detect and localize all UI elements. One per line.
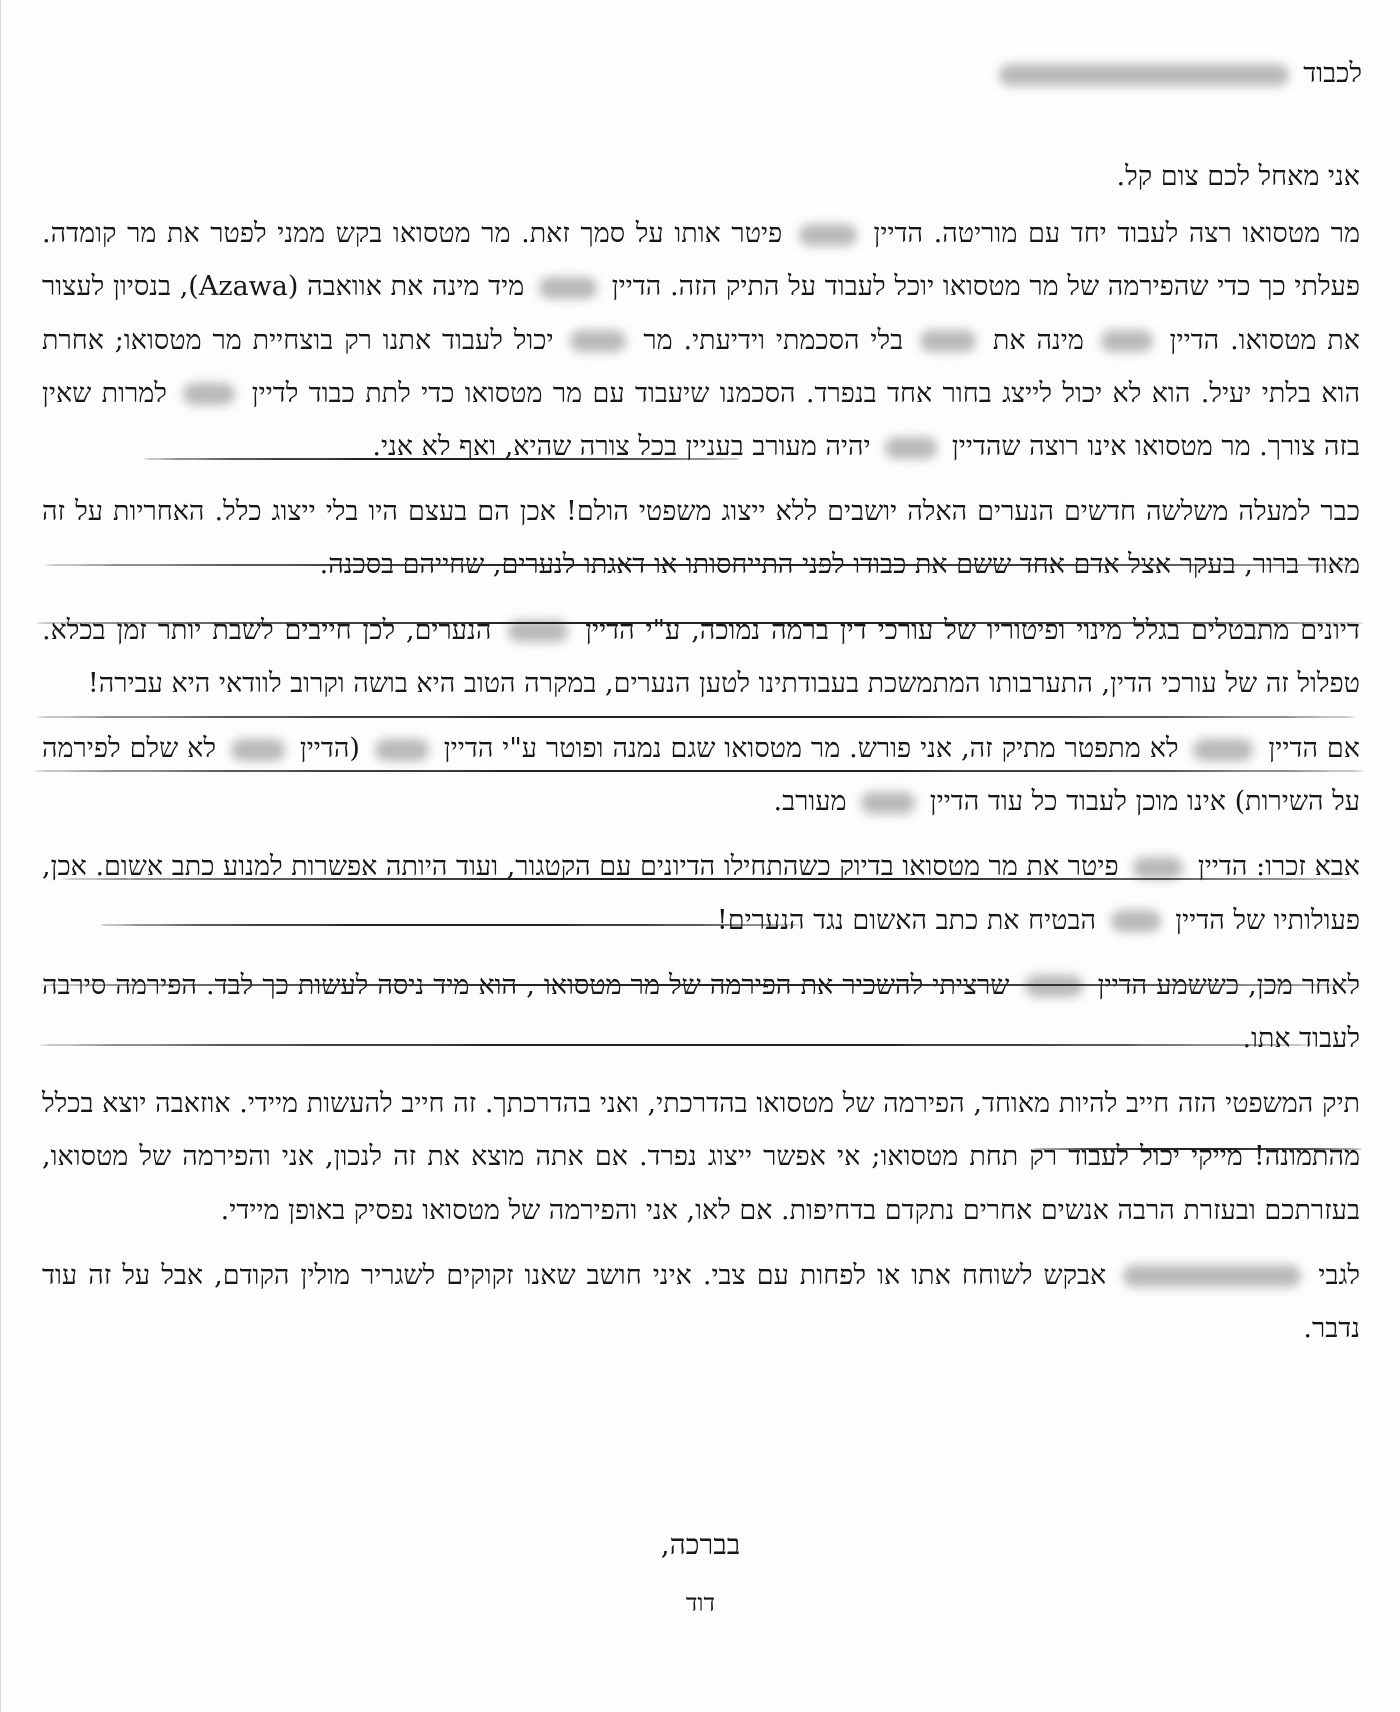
- paragraph-text: אני מאחל לכם צום קל.: [1116, 161, 1360, 192]
- handwritten-underline: [40, 984, 1360, 986]
- redacted-name: [861, 792, 915, 814]
- redacted-name: [1123, 1265, 1301, 1287]
- paragraph-7: [42, 959, 1360, 1065]
- paragraph-text: מר מטסואו רצה לעבוד יחד עם מוריטה. הדיין: [873, 218, 1360, 250]
- paragraph-text: (הדיין: [299, 733, 360, 765]
- paragraph-text: פיטר את מר מטסואו בדיוק כשהתחילו הדיונים עם הקטגור, ועוד היותה אפשרות למנוע כתב אשום. אכן, פעולותיו של הדיין: [42, 851, 1360, 936]
- paragraph-text: שרציתי להשכיר את הפירמה של מר מטסואו , הוא מיד ניסה לעשות כך לבד. הפירמה סירבה לעבוד אתו.: [42, 969, 1360, 1055]
- handwritten-underline: [44, 564, 1356, 566]
- handwritten-underline: [144, 458, 740, 460]
- paragraph-text: יהיה מעורב בעניין בכל צורה שהיא, ואף לא אני.: [372, 431, 871, 463]
- redacted-name: [1193, 739, 1253, 761]
- paragraph-1: [42, 150, 1360, 203]
- salutation-text: לכבוד: [1303, 58, 1362, 89]
- redacted-name: [375, 739, 429, 761]
- paragraph-text: פיטר אותו על סמך זאת. מר מטסואו בקש ממני לפטר את מר קומדה. פעלתי כך כדי שהפירמה של מר מטסואו יוכל לעבוד על התיק הזה. הדיין: [42, 218, 1361, 303]
- paragraph-text: אבא זכרו: הדיין: [1197, 851, 1360, 883]
- salutation-line: [993, 58, 1362, 89]
- paragraph-text: הנערים, לכן חייבים לשבת יותר זמן בכלא. טפלול זה של עורכי הדין, התערבותו המתמשכת בעבודתינו לטען הנערים, במקרה הטוב היא בושה וקרוב לוודאי היא עבירה!: [42, 614, 1360, 699]
- paragraph-text: למרות שאין בזה צורך. מר מטסואו אינו רוצה שהדיין: [42, 377, 1360, 463]
- letter-body: [42, 150, 1360, 1359]
- redacted-name: [1111, 910, 1161, 932]
- redacted-name: [539, 277, 597, 299]
- paragraph-8: [42, 1077, 1360, 1237]
- paragraph-text: דיונים מתבטלים בגלל מינוי ופיטוריו של עורכי דין ברמה נמוכה, ע"י הדיין: [585, 614, 1360, 646]
- paragraph-text: מעורב.: [773, 786, 847, 818]
- paragraph-9: [42, 1249, 1360, 1355]
- paragraph-text: לגבי: [1318, 1259, 1360, 1291]
- closing-line: בברכה,: [660, 1528, 741, 1561]
- signature: דוד: [685, 1589, 716, 1617]
- redacted-name: [1101, 330, 1153, 352]
- paragraph-2: [42, 207, 1360, 473]
- redacted-name: [1133, 857, 1183, 879]
- redacted-name: [231, 739, 285, 761]
- paragraph-text: לא מתפטר מתיק זה, אני פורש. מר מטסואו שגם נמנה ופוטר ע"י הדיין: [443, 733, 1179, 765]
- redacted-name: [999, 64, 1289, 86]
- paragraph-text: אבקש לשוחח אתו או לפחות עם צבי. איני חושב שאנו זקוקים לשגריר מולין הקודם, אבל על זה עוד נדבר.: [42, 1259, 1360, 1345]
- handwritten-underline: [34, 770, 1364, 772]
- redacted-name: [1025, 975, 1083, 997]
- paragraph-text: בלי הסכמתי וידיעתי. מר: [643, 324, 904, 356]
- paragraph-text: הבטיח את כתב האשום נגד הנערים!: [716, 904, 1097, 936]
- paragraph-5: [42, 722, 1360, 828]
- redacted-name: [885, 437, 937, 459]
- redacted-name: [183, 383, 235, 405]
- handwritten-underline: [36, 716, 1356, 718]
- redacted-name: [799, 224, 857, 246]
- handwritten-underline: [62, 878, 1352, 880]
- paragraph-text: יכול לעבוד אתנו רק בוצחיית מר מטסואו; אחרת הוא בלתי יעיל. הוא לא יכול לייצג בחור אחד בנפרד. הסכמנו שיעבוד עם מר מטסואו כדי לתת כבוד לדיין: [42, 324, 1360, 409]
- redacted-name: [920, 330, 976, 352]
- paragraph-text: מיד מינה את אוואבה (Azawa), בנסיון לעצור את מטסואו. הדיין: [42, 271, 1360, 356]
- paragraph-text: תיק המשפטי הזה חייב להיות מאוחד, הפירמה של מטסואו בהדרכתי, ואני בהדרכתך. זה חייב להעשות מיידי. אוזאבה יוצא בכלל מהתמונה! מייקי יכול לעבוד רק תחת מטסואו; אי אפשר ייצוג נפרד. אם אתה מוצא את זה לנכון, אני והפירמה של מטסואו, בעזרתכם ובעזרת הרבה אנשים אחרים נתקדם בדחיפות. אם לאו, אני והפירמה של מטסואו נפסיק באופן מיידי.: [42, 1088, 1360, 1226]
- paragraph-text: כבר למעלה משלשה חדשים הנערים האלה יושבים ללא ייצוג משפטי הולם! אכן הם בעצם היו בלי ייצוג כלל. האחריות על זה מאוד ברור, בעקר אצל אדם אחד ששם את כבודו לפני התייחסותו או דאגתו לנערים, שחייהם בסכנה.: [42, 496, 1360, 581]
- handwritten-underline: [1032, 1148, 1362, 1150]
- paragraph-4: [42, 604, 1360, 710]
- handwritten-underline: [100, 924, 800, 926]
- paragraph-text: לאחר מכן, כששמע הדיין: [1097, 969, 1360, 1001]
- paragraph-6: [42, 840, 1360, 946]
- paragraph-3: [42, 485, 1360, 591]
- paragraph-text: לא שלם לפירמה על השירות) אינו מוכן לעבוד כל עוד הדיין: [42, 733, 1360, 818]
- paragraph-text: אם הדיין: [1268, 733, 1360, 765]
- handwritten-underline: [36, 622, 1364, 624]
- redacted-name: [570, 330, 626, 352]
- paragraph-text: מינה את: [992, 324, 1084, 356]
- handwritten-underline: [40, 1044, 1310, 1046]
